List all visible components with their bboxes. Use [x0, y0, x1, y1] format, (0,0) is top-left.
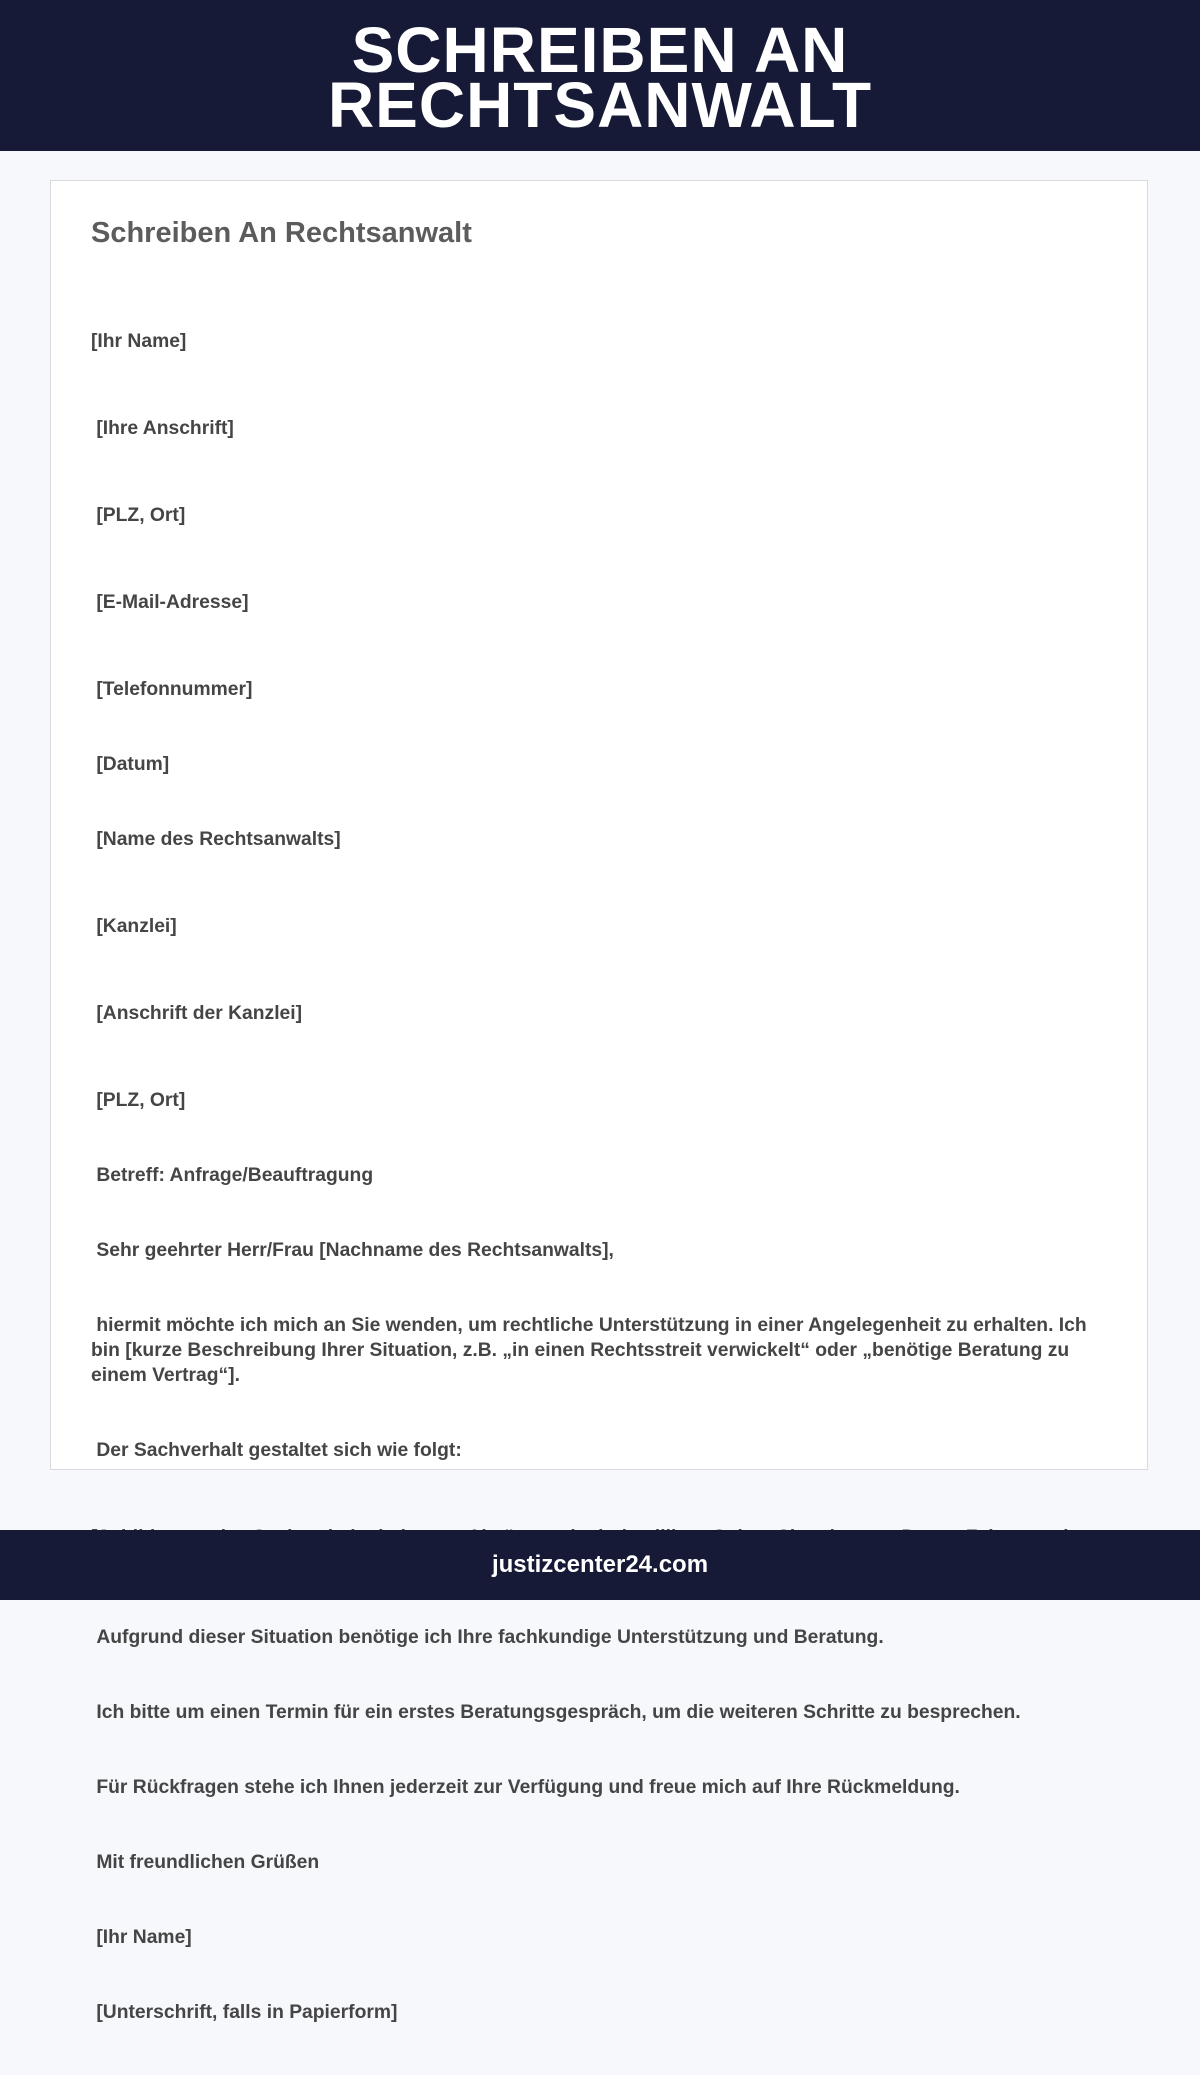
- letter-date: [Datum]: [91, 754, 170, 775]
- page-title: SCHREIBEN AN RECHTSANWALT: [327, 13, 873, 141]
- page-footer: [0, 1530, 1200, 1600]
- sender-name: [Ihr Name]: [91, 331, 187, 352]
- page-header: [0, 0, 1200, 151]
- request-support: Aufgrund dieser Situation benötige ich Ihre fachkundige Unterstützung und Beratung.: [91, 1627, 884, 1648]
- signature-name: [Ihr Name]: [91, 1927, 192, 1948]
- document-title: Schreiben An Rechtsanwalt: [91, 217, 472, 249]
- facts-intro: Der Sachverhalt gestaltet sich wie folgt:: [91, 1440, 462, 1461]
- sender-address: [Ihre Anschrift]: [91, 418, 234, 439]
- intro-paragraph: hiermit möchte ich mich an Sie wenden, um rechtliche Unterstützung in einer Angelegenheit zu erhalten. Ich bin [kurze Beschreibung Ihrer Situation, z.B. „in einen Rechtsstreit verwickelt“ oder „benötige Beratung zu einem Vertrag“].: [91, 1315, 1093, 1386]
- request-appointment: Ich bitte um einen Termin für ein erstes Beratungsgespräch, um die weiteren Schritte zu besprechen.: [91, 1702, 1021, 1723]
- salutation: Sehr geehrter Herr/Frau [Nachname des Rechtsanwalts],: [91, 1240, 614, 1261]
- sender-phone: [Telefonnummer]: [91, 679, 253, 700]
- signature-note: [Unterschrift, falls in Papierform]: [91, 2002, 398, 2023]
- law-firm-postcode-city: [PLZ, Ort]: [91, 1090, 186, 1111]
- law-firm-address: [Anschrift der Kanzlei]: [91, 1003, 303, 1024]
- closing-remarks: Für Rückfragen stehe ich Ihnen jederzeit zur Verfügung und freue mich auf Ihre Rückmeldung.: [91, 1777, 960, 1798]
- letter-body: [91, 279, 1101, 2075]
- sender-email: [E-Mail-Adresse]: [91, 592, 249, 613]
- closing-greeting: Mit freundlichen Grüßen: [91, 1852, 320, 1873]
- subject-line: Betreff: Anfrage/Beauftragung: [91, 1165, 374, 1186]
- lawyer-name: [Name des Rechtsanwalts]: [91, 829, 341, 850]
- law-firm: [Kanzlei]: [91, 916, 177, 937]
- footer-site-name: justizcenter24.com: [491, 1551, 709, 1578]
- sender-postcode-city: [PLZ, Ort]: [91, 505, 186, 526]
